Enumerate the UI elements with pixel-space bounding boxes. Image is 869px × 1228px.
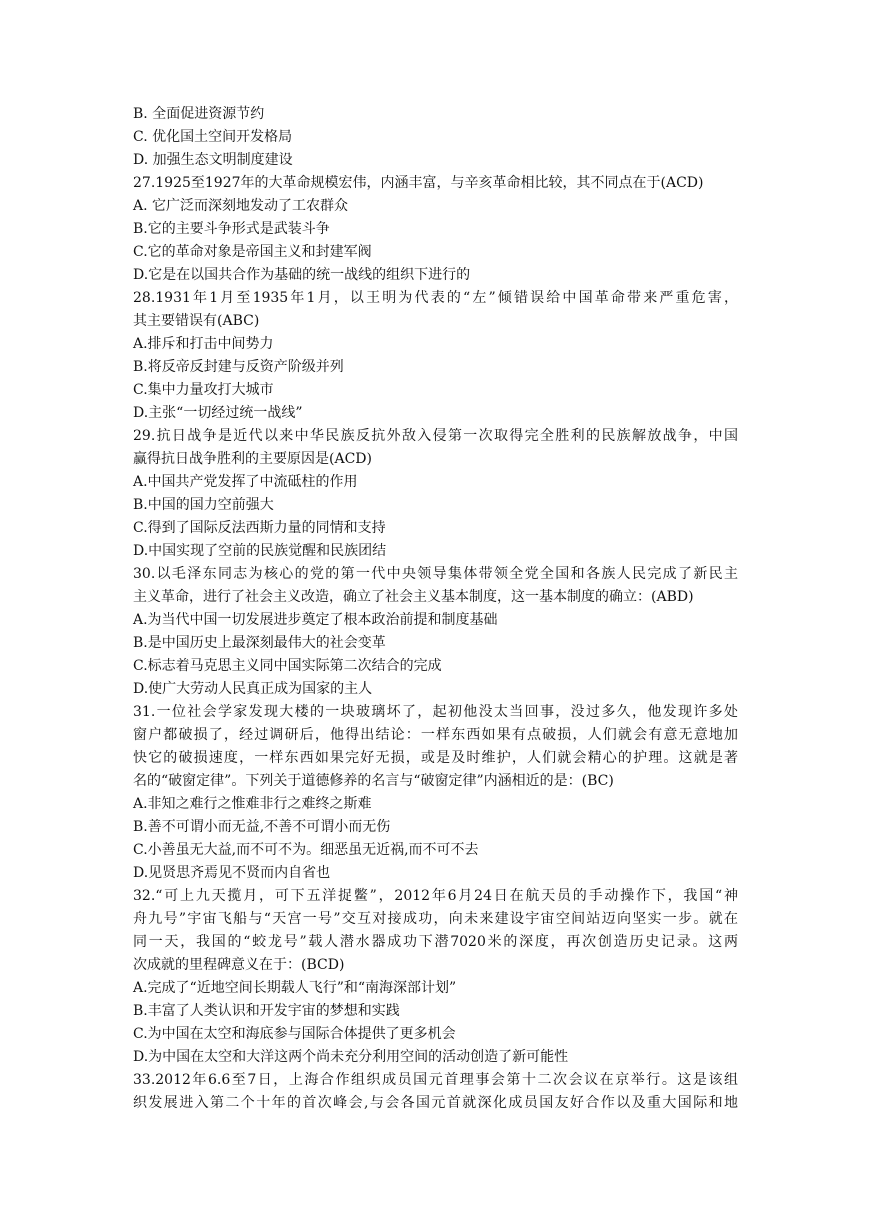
question-31-line: 窗户都破损了，经过调研后，他得出结论：一样东西如果有点破损，人们就会有意无意地加: [133, 727, 738, 743]
option-line: D.为中国在太空和大洋这两个尚未充分利用空间的活动创造了新可能性: [133, 1049, 569, 1065]
option-line: B.将反帝反封建与反资产阶级并列: [133, 359, 344, 375]
question-32-line: 次成就的里程碑意义在于：(BCD): [133, 957, 345, 973]
question-31-line: 31.一位社会学家发现大楼的一块玻璃坏了，起初他没太当回事，没过多久，他发现许多处: [133, 704, 738, 720]
option-line: A.非知之难行之惟难非行之难终之斯难: [133, 796, 372, 812]
option-line: C. 优化国土空间开发格局: [133, 129, 293, 145]
option-line: B.丰富了人类认识和开发宇宙的梦想和实践: [133, 1003, 400, 1019]
option-line: D. 加强生态文明制度建设: [133, 152, 293, 168]
question-28-line: 其主要错误有(ABC): [133, 313, 260, 329]
option-line: C.集中力量攻打大城市: [133, 382, 274, 398]
question-29-line: 29.抗日战争是近代以来中华民族反抗外敌入侵第一次取得完全胜利的民族解放战争，中国: [133, 428, 738, 444]
option-line: D.见贤思齐焉见不贤而内自省也: [133, 865, 331, 881]
option-line: D.中国实现了空前的民族觉醒和民族团结: [133, 543, 387, 559]
question-27-line: 27.1925至1927年的大革命规模宏伟，内涵丰富，与辛亥革命相比较，其不同点在于(ACD): [133, 175, 704, 191]
option-line: C.得到了国际反法西斯力量的同情和支持: [133, 520, 386, 536]
question-28-line: 28.1931年1月至1935年1月，以王明为代表的“左”倾错误给中国革命带来严重危害，: [133, 290, 738, 306]
document-page: [133, 103, 738, 1115]
option-line: B.它的主要斗争形式是武装斗争: [133, 221, 330, 237]
option-line: D.使广大劳动人民真正成为国家的主人: [133, 681, 373, 697]
option-line: A.中国共产党发挥了中流砥柱的作用: [133, 474, 358, 490]
question-30-line: 30.以毛泽东同志为核心的党的第一代中央领导集体带领全党全国和各族人民完成了新民主: [133, 566, 738, 582]
question-31-line: 快它的破损速度，一样东西如果完好无损，或是及时维护，人们就会精心的护理。这就是著: [133, 750, 738, 766]
question-32-line: 同一天，我国的“蛟龙号”载人潜水器成功下潜7020米的深度，再次创造历史记录。这两: [133, 934, 738, 950]
question-30-line: 主义革命，进行了社会主义改造，确立了社会主义基本制度，这一基本制度的确立：(ABD): [133, 589, 694, 605]
option-line: B.善不可谓小而无益,不善不可谓小而无伤: [133, 819, 391, 835]
option-line: D.主张“一切经过统一战线”: [133, 405, 303, 421]
question-33-line: 织发展进入第二个十年的首次峰会,与会各国元首就深化成员国友好合作以及重大国际和地: [133, 1095, 738, 1111]
option-line: A.为当代中国一切发展进步奠定了根本政治前提和制度基础: [133, 612, 498, 628]
question-29-line: 赢得抗日战争胜利的主要原因是(ACD): [133, 451, 372, 467]
question-33-line: 33.2012年6.6至7日，上海合作组织成员国元首理事会第十二次会议在京举行。这是该组: [133, 1072, 738, 1088]
option-line: C.小善虽无大益,而不可不为。细恶虽无近祸,而不可不去: [133, 842, 479, 858]
option-line: B. 全面促进资源节约: [133, 106, 265, 122]
option-line: C.它的革命对象是帝国主义和封建军阀: [133, 244, 372, 260]
option-line: C.为中国在太空和海底参与国际合体提供了更多机会: [133, 1026, 456, 1042]
option-line: A. 它广泛而深刻地发动了工农群众: [133, 198, 349, 214]
question-32-line: 32.“可上九天揽月，可下五洋捉鳖”，2012年6月24日在航天员的手动操作下，我国“神: [133, 888, 738, 904]
question-31-line: 名的“破窗定律”。下列关于道德修养的名言与“破窗定律”内涵相近的是：(BC): [133, 773, 614, 789]
option-line: B.中国的国力空前强大: [133, 497, 274, 513]
option-line: A.完成了“近地空间长期载人飞行”和“南海深部计划”: [133, 980, 457, 996]
question-32-line: 舟九号”宇宙飞船与“天宫一号”交互对接成功，向未来建设宇宙空间站迈向坚实一步。就在: [133, 911, 738, 927]
option-line: D.它是在以国共合作为基础的统一战线的组织下进行的: [133, 267, 471, 283]
option-line: A.排斥和打击中间势力: [133, 336, 274, 352]
option-line: C.标志着马克思主义同中国实际第二次结合的完成: [133, 658, 442, 674]
option-line: B.是中国历史上最深刻最伟大的社会变革: [133, 635, 386, 651]
